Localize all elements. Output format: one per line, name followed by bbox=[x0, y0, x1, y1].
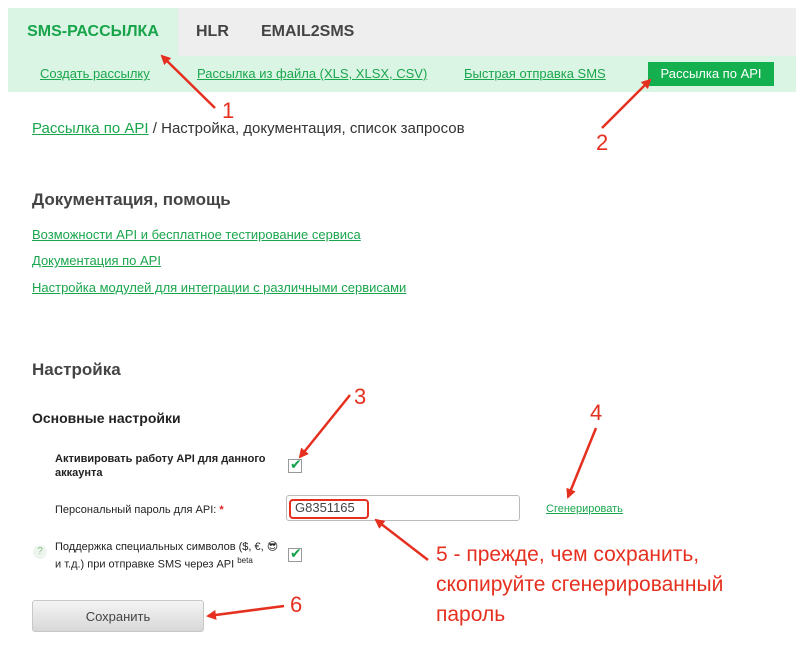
arrow-5 bbox=[376, 520, 428, 560]
annotation-password-box bbox=[289, 499, 369, 519]
settings-heading: Настройка bbox=[32, 360, 121, 379]
arrow-4 bbox=[568, 428, 596, 497]
annotation-number-2: 2 bbox=[596, 130, 609, 155]
annotation-number-3: 3 bbox=[354, 384, 367, 409]
annotation-number-4: 4 bbox=[590, 400, 603, 425]
subnav-api-mailing[interactable]: Рассылка по API bbox=[648, 62, 774, 86]
tab-email2sms[interactable]: EMAIL2SMS bbox=[261, 23, 355, 40]
password-label: Персональный пароль для API: bbox=[55, 504, 217, 516]
docs-heading: Документация, помощь bbox=[32, 190, 231, 209]
save-button[interactable]: Сохранить bbox=[32, 600, 204, 632]
special-symbols-label-row bbox=[55, 540, 283, 572]
checkmark-icon: ✔ bbox=[290, 545, 302, 561]
activate-api-label: Активировать работу API для данного аккаунта bbox=[55, 453, 266, 479]
settings-subheading: Основные настройки bbox=[32, 410, 181, 426]
top-tab-bar bbox=[8, 8, 796, 56]
annotation-number-1: 1 bbox=[222, 98, 235, 123]
sub-navigation bbox=[8, 56, 796, 92]
tab-sms-mailing[interactable]: SMS-РАССЫЛКА bbox=[8, 8, 178, 56]
doc-link-modules[interactable]: Настройка модулей для интеграции с различными сервисами bbox=[32, 280, 407, 295]
generate-password-link[interactable]: Сгенерировать bbox=[546, 503, 623, 515]
doc-link-api-docs[interactable]: Документация по API bbox=[32, 253, 161, 268]
activate-api-checkbox[interactable] bbox=[288, 456, 302, 473]
breadcrumb-separator: / bbox=[148, 120, 162, 137]
subnav-quick-send[interactable]: Быстрая отправка SMS bbox=[464, 66, 606, 81]
annotation-note-5: 5 - прежде, чем сохранить, скопируйте сгенерированный пароль bbox=[436, 543, 724, 626]
required-mark: * bbox=[219, 504, 224, 516]
api-password-field[interactable]: G8351165 bbox=[286, 495, 520, 521]
special-symbols-checkbox[interactable] bbox=[288, 545, 302, 562]
checkmark-icon: ✔ bbox=[290, 456, 302, 472]
breadcrumb bbox=[32, 120, 465, 137]
breadcrumb-current: Настройка, документация, список запросов bbox=[161, 120, 465, 137]
password-label-row bbox=[55, 503, 224, 517]
subnav-create-mailing[interactable]: Создать рассылку bbox=[40, 66, 150, 81]
annotation-number-6: 6 bbox=[290, 592, 303, 617]
special-symbols-label: Поддержка специальных символов ($, €, 😎 и т.д.) при отправке SMS через API bbox=[55, 541, 279, 571]
arrow-6 bbox=[208, 606, 284, 616]
beta-badge: beta bbox=[237, 556, 253, 565]
tab-hlr[interactable]: HLR bbox=[196, 23, 229, 40]
arrow-3 bbox=[300, 395, 350, 457]
help-icon[interactable]: ? bbox=[33, 545, 47, 559]
subnav-mailing-from-file[interactable]: Рассылка из файла (XLS, XLSX, CSV) bbox=[197, 66, 428, 81]
breadcrumb-link[interactable]: Рассылка по API bbox=[32, 120, 149, 137]
doc-link-api-features[interactable]: Возможности API и бесплатное тестирование сервиса bbox=[32, 227, 361, 242]
